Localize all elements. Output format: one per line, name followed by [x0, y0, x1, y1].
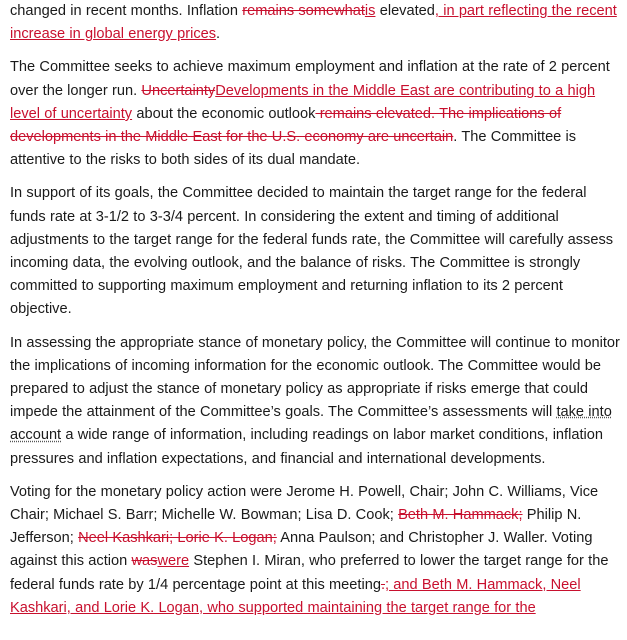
deleted-text: Uncertainty [141, 82, 216, 99]
text-run: In support of its goals, the Committee decided to maintain the target range for the federal funds rate at 3-1/2 to 3-3/4 percent. In considering the extent and timing of additional adjustments to the target range for the federal funds rate, the Committee will carefully assess incoming data, the evolving outlook, and the balance of risks. The Committee is strongly committed to supporting maximum employment and returning inflation to its 2 percent objective. [10, 185, 614, 318]
flagged-phrase: take into account [10, 404, 612, 444]
paragraph-voting [10, 481, 622, 620]
inserted-text: ; and Beth M. Hammack, Neel Kashkari, and Lorie K. Logan, who supported maintaining the target range for the [10, 576, 581, 616]
paragraph-goals-uncertainty [10, 56, 622, 172]
deleted-text: Beth M. Hammack; [398, 507, 523, 524]
text-run: . The Committee is attentive to the risks to both sides of its dual mandate. [10, 129, 577, 169]
inserted-text: Developments in the Middle East are contributing to a high level of uncertainty [10, 82, 596, 122]
text-run: Stephen I. Miran, who preferred to lower the target range for the federal funds rate by 1/4 percentage point at this meeting [10, 553, 609, 593]
inserted-text: , in part reflecting the recent increase in global energy prices [10, 3, 617, 43]
deleted-text: Neel Kashkari; Lorie K. Logan; [78, 530, 277, 547]
text-run: . [216, 26, 221, 43]
paragraph-inflation [10, 0, 622, 46]
deleted-text: was [131, 553, 158, 570]
paragraph-policy-stance [10, 332, 622, 471]
inserted-text: were [157, 553, 190, 570]
text-run: Anna Paulson; and Christopher J. Waller. Voting against this action [10, 530, 593, 570]
deleted-text: . [380, 576, 385, 593]
text-run: elevated [375, 3, 435, 19]
text-run: Voting for the monetary policy action were Jerome H. Powell, Chair; John C. Williams, Vice Chair; Michael S. Barr; Michelle W. Bowman; Lisa D. Cook; [10, 483, 599, 524]
text-run: a wide range of information, including readings on labor market conditions, inflation pressures and inflation expectations, and financial and international developments. [10, 427, 603, 467]
text-run: The Committee seeks to achieve maximum employment and inflation at the rate of 2 percent over the longer run. [10, 59, 610, 99]
text-run: In assessing the appropriate stance of monetary policy, the Committee will continue to monitor the implications of incoming information for the economic outlook. The Committee would be prepared to adjust the stance of monetary policy as appropriate if risks emerge that could impede the attainment of the Committee’s goals. The Committee’s assessments will [10, 334, 620, 421]
inserted-text: is [364, 3, 376, 19]
text-run: changed in recent months. Inflation [10, 3, 243, 19]
deleted-text: remains elevated. The implications of developments in the Middle East for the U.S. economy are uncertain [10, 105, 562, 146]
paragraph-policy-decision [10, 182, 622, 321]
fomc-statement-redline [10, 0, 622, 630]
text-run: Philip N. Jefferson; [10, 507, 582, 547]
deleted-text: remains somewhat [242, 3, 365, 19]
text-run: about the economic outlook [132, 105, 316, 122]
